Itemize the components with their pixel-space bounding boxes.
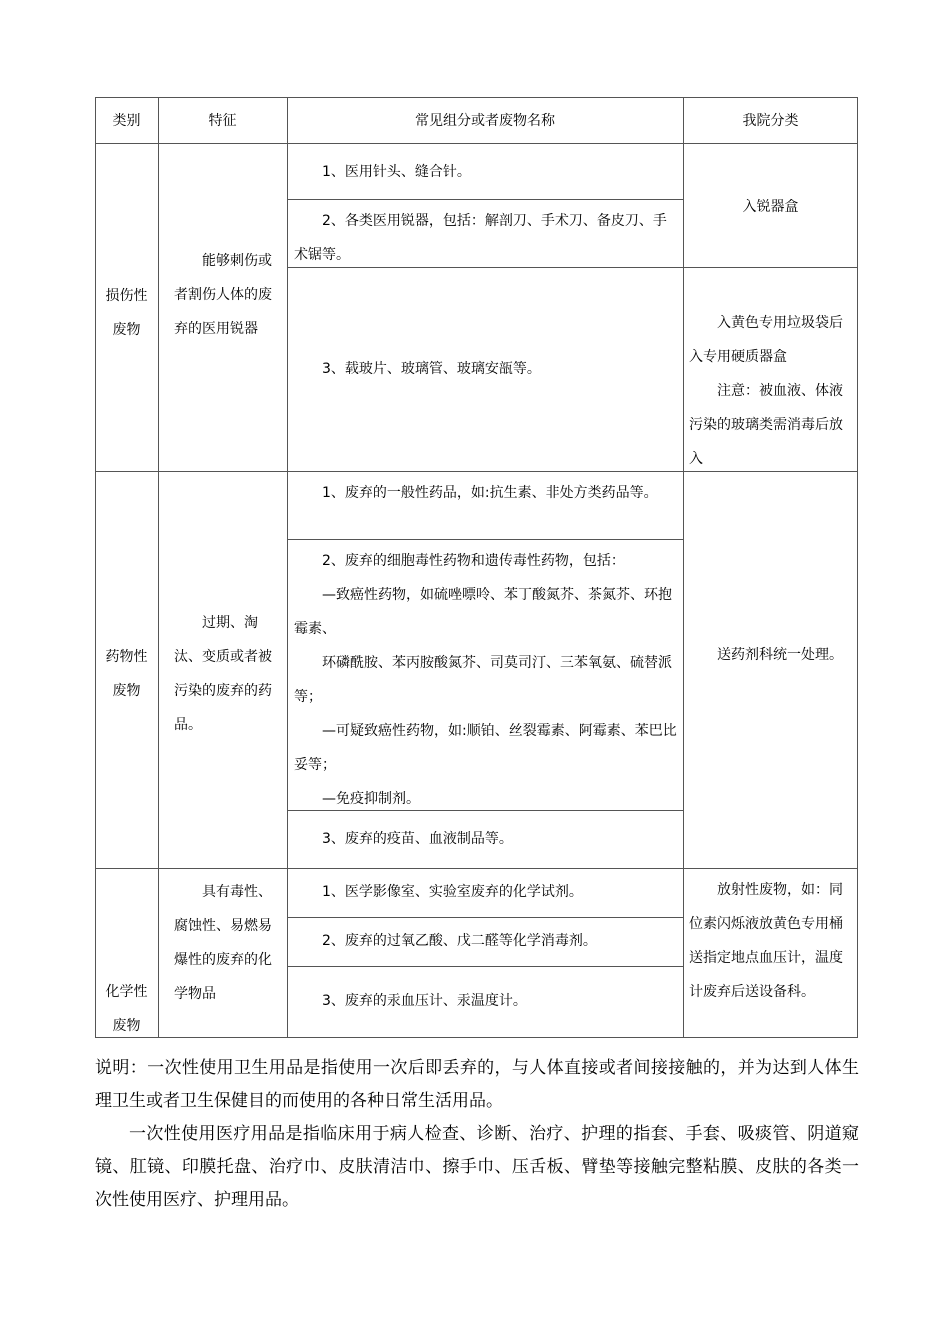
- column-divider: [287, 97, 288, 1038]
- drug-item-2-suspected: —可疑致癌性药物，如:顺铂、丝裂霉素、阿霉素、苯巴比妥等；: [294, 723, 677, 773]
- category-sharp-waste: 损伤性 废物: [105, 288, 148, 338]
- chemical-classification: 放射性废物，如：同位素闪烁液放黄色专用桶送指定地点血压计，温度计废弃后送设备科。: [689, 882, 843, 1000]
- chemical-item-2: 2、废弃的过氧乙酸、戊二醛等化学消毒剂。: [322, 933, 597, 949]
- category-chemical-waste: 化学性 废物: [105, 984, 148, 1034]
- waste-classification-table: [95, 97, 858, 1038]
- explanatory-notes: [95, 1052, 859, 1217]
- sharp-classification-1: 入锐器盒: [742, 199, 799, 215]
- row-divider: [287, 917, 683, 918]
- table-border-bottom: [95, 1037, 858, 1038]
- row-divider: [287, 966, 683, 967]
- category-drug-waste: 药物性 废物: [105, 649, 148, 699]
- drug-item-2-carcinogenic: —致癌性药物，如硫唑嘌呤、苯丁酸氮芥、茶氮芥、环抱霉素、: [294, 587, 672, 637]
- header-category: 类别: [112, 113, 141, 129]
- drug-item-2-carcinogenic-cont: 环磷酰胺、苯丙胺酸氮芥、司莫司汀、三苯氧氨、硫替派等；: [294, 655, 672, 705]
- table-border-left: [95, 97, 96, 1038]
- feature-drug-waste: 过期、淘汰、变质或者被污染的废弃的药品。: [174, 615, 272, 733]
- sharp-item-2: 2、各类医用锐器，包括：解剖刀、手术刀、备皮刀、手术锯等。: [294, 213, 667, 263]
- feature-sharp-waste: 能够刺伤或者割伤人体的废弃的医用锐器: [174, 253, 272, 337]
- drug-item-2-immunosuppressant: —免疫抑制剂。: [322, 791, 420, 807]
- chemical-item-1: 1、医学影像室、实验室废弃的化学试剂。: [322, 884, 583, 900]
- header-components: 常见组分或者废物名称: [415, 113, 555, 129]
- row-divider: [287, 199, 683, 200]
- note-paragraph-disposable-hygiene: 说明：一次性使用卫生用品是指使用一次后即丢弃的，与人体直接或者间接接触的，并为达到人体生理卫生或者卫生保健目的而使用的各种日常生活用品。: [95, 1058, 859, 1111]
- chemical-item-3: 3、废弃的汞血压计、汞温度计。: [322, 993, 527, 1009]
- drug-item-3: 3、废弃的疫苗、血液制品等。: [322, 831, 513, 847]
- table-border-top: [95, 97, 858, 98]
- column-divider: [158, 97, 159, 1038]
- column-divider: [683, 97, 684, 1038]
- header-feature: 特征: [208, 113, 237, 129]
- row-divider: [287, 539, 683, 540]
- header-classification: 我院分类: [742, 113, 799, 129]
- sharp-classification-note: 注意：被血液、体液污染的玻璃类需消毒后放入: [689, 383, 843, 467]
- note-paragraph-disposable-medical: 一次性使用医疗用品是指临床用于病人检查、诊断、治疗、护理的指套、手套、吸痰管、阴道窥镜、肛镜、印膜托盘、治疗巾、皮肤清洁巾、擦手巾、压舌板、臂垫等接触完整粘膜、皮肤的各类一次性使用医疗、护理用品。: [95, 1124, 859, 1210]
- sharp-item-1: 1、医用针头、缝合针。: [322, 164, 471, 180]
- sharp-classification-2: 入黄色专用垃圾袋后入专用硬质器盒: [689, 315, 843, 365]
- table-border-right: [857, 97, 858, 1038]
- section-divider: [95, 868, 858, 869]
- drug-item-1: 1、废弃的一般性药品，如:抗生素、非处方类药品等。: [322, 485, 658, 501]
- drug-classification: 送药剂科统一处理。: [717, 647, 843, 663]
- drug-item-2-intro: 2、废弃的细胞毒性药物和遗传毒性药物，包括：: [322, 553, 625, 569]
- feature-chemical-waste: 具有毒性、腐蚀性、易燃易爆性的废弃的化学物品: [174, 884, 272, 1002]
- header-divider: [95, 143, 858, 144]
- sharp-item-3: 3、载玻片、玻璃管、玻璃安瓿等。: [322, 361, 541, 377]
